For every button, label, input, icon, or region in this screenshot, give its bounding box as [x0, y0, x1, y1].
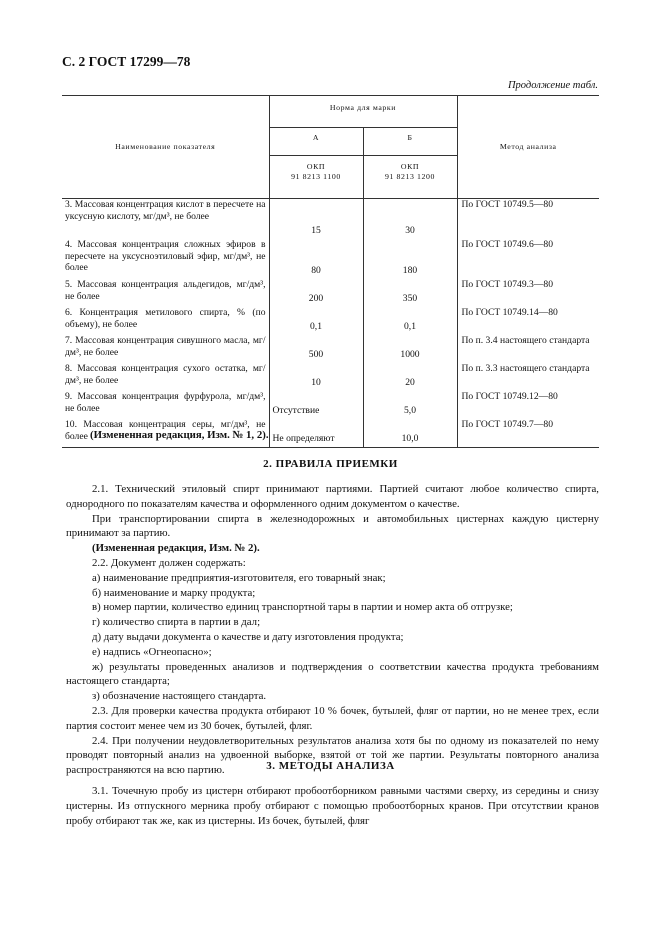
row-grade-a: Отсутствие: [269, 391, 363, 419]
list-item: а) наименование предприятия-изготовителя, его товарный знак;: [92, 571, 386, 584]
table-row: [62, 279, 599, 307]
section-3-body: [66, 784, 599, 828]
row-method: По ГОСТ 10749.12—80: [457, 391, 599, 419]
section-2-title: 2. ПРАВИЛА ПРИЕМКИ: [263, 458, 398, 470]
row-grade-b: 350: [363, 279, 457, 307]
paragraph: 2.3. Для проверки качества продукта отбирают 10 % бочек, бутылей, фляг от партии, но не менее трех, если партия состоит менее чем из 30 бочек, бутылей, фляг.: [66, 704, 599, 732]
row-name: 9. Массовая концентрация фурфурола, мг/дм³, не более: [65, 391, 266, 414]
row-grade-b: 1000: [363, 335, 457, 363]
row-method: По ГОСТ 10749.5—80: [457, 199, 599, 240]
row-grade-a: Не определяют: [269, 419, 363, 448]
row-grade-b: 30: [363, 199, 457, 240]
row-grade-b: 180: [363, 239, 457, 279]
row-grade-a: 15: [269, 199, 363, 240]
row-grade-a: 500: [269, 335, 363, 363]
row-grade-a: 10: [269, 363, 363, 391]
list-item: г) количество спирта в партии в дал;: [92, 616, 261, 629]
row-grade-a: 0,1: [269, 307, 363, 335]
section-3-title: 3. МЕТОДЫ АНАЛИЗА: [266, 760, 395, 772]
page-header: С. 2 ГОСТ 17299—78: [62, 54, 191, 69]
list-item: з) обозначение настоящего стандарта.: [92, 690, 267, 703]
table-continuation-label: Продолжение табл.: [507, 80, 598, 91]
okp-grade-a: ОКП 91 8213 1100: [269, 156, 363, 199]
col-header-norm: Норма для марки: [269, 96, 457, 128]
row-grade-b: 10,0: [363, 419, 457, 448]
section-2-body: [66, 482, 599, 778]
row-name: 8. Массовая концентрация сухого остатка, мг/дм³, не более: [65, 363, 266, 386]
col-header-indicator: Наименование показателя: [62, 96, 269, 199]
row-name: 4. Массовая концентрация сложных эфиров в пересчете на уксусноэтиловый эфир, мг/дм³, не более: [65, 239, 266, 273]
table-edition-note: (Измененная редакция, Изм. № 1, 2).: [90, 429, 269, 441]
list-item: в) номер партии, количество единиц транспортной тары в партии и номер акта об отгрузке;: [92, 601, 513, 614]
row-name: 7. Массовая концентрация сивушного масла, мг/дм³, не более: [65, 335, 266, 358]
edition-note: (Измененная редакция, Изм. № 2).: [92, 542, 260, 555]
row-method: По п. 3.4 настоящего стандарта: [457, 335, 599, 363]
row-grade-b: 0,1: [363, 307, 457, 335]
col-header-grade-a: А: [269, 128, 363, 156]
row-method: По п. 3.3 настоящего стандарта: [457, 363, 599, 391]
row-grade-a: 200: [269, 279, 363, 307]
row-name: 3. Массовая концентрация кислот в пересчете на уксусную кислоту, мг/дм³, не более: [65, 199, 266, 222]
table-row: [62, 391, 599, 419]
list-item: ж) результаты проведенных анализов и подтверждения о соответствии качества продукта требованиям настоящего стандарта;: [66, 660, 599, 688]
row-grade-a: 80: [269, 239, 363, 279]
paragraph: 2.1. Технический этиловый спирт принимают партиями. Партией считают любое количество спирта, однородного по показателям качества и оформленного одним документом о качестве.: [66, 483, 599, 510]
list-item: б) наименование и марку продукта;: [92, 586, 256, 599]
row-grade-b: 5,0: [363, 391, 457, 419]
paragraph: 2.4. При получении неудовлетворительных результатов анализа хотя бы по одному из показателей по нему проводят повторный анализ на удвоенной выборке, взятой от той же партии. Результаты повторного анализа распространяются на всю партию.: [66, 734, 599, 777]
list-item: е) надпись «Огнеопасно»;: [92, 645, 212, 658]
table-row: [62, 199, 599, 240]
row-name: 5. Массовая концентрация альдегидов, мг/дм³, не более: [65, 279, 266, 302]
row-name: 6. Концентрация метилового спирта, % (по объему), не более: [65, 307, 266, 330]
table-row: [62, 335, 599, 363]
paragraph: При транспортировании спирта в железнодорожных и автомобильных цистернах каждую цистерну принимают за партию.: [66, 512, 599, 540]
row-name: 10. Массовая концентрация серы, мг/дм³, не более: [65, 419, 266, 442]
paragraph: 3.1. Точечную пробу из цистерн отбирают пробоотборником равными частями сверху, из середины и снизу цистерны. Из отпускного мерника пробу отбирают с помощью пробоотборных кранов. При отсутствии кранов пробу отбирают так же, как из цистерны. Из бочек, бутылей, фляг: [66, 785, 599, 827]
row-grade-b: 20: [363, 363, 457, 391]
paragraph: 2.2. Документ должен содержать:: [92, 556, 246, 569]
col-header-method: Метод анализа: [457, 96, 599, 199]
table-row: [62, 307, 599, 335]
row-method: По ГОСТ 10749.14—80: [457, 307, 599, 335]
row-method: По ГОСТ 10749.3—80: [457, 279, 599, 307]
okp-grade-b: ОКП 91 8213 1200: [363, 156, 457, 199]
table-row: [62, 363, 599, 391]
indicators-table: [62, 95, 599, 448]
list-item: д) дату выдачи документа о качестве и дату изготовления продукта;: [92, 630, 404, 643]
table-row: [62, 239, 599, 279]
row-method: По ГОСТ 10749.7—80: [457, 419, 599, 448]
row-method: По ГОСТ 10749.6—80: [457, 239, 599, 279]
col-header-grade-b: Б: [363, 128, 457, 156]
